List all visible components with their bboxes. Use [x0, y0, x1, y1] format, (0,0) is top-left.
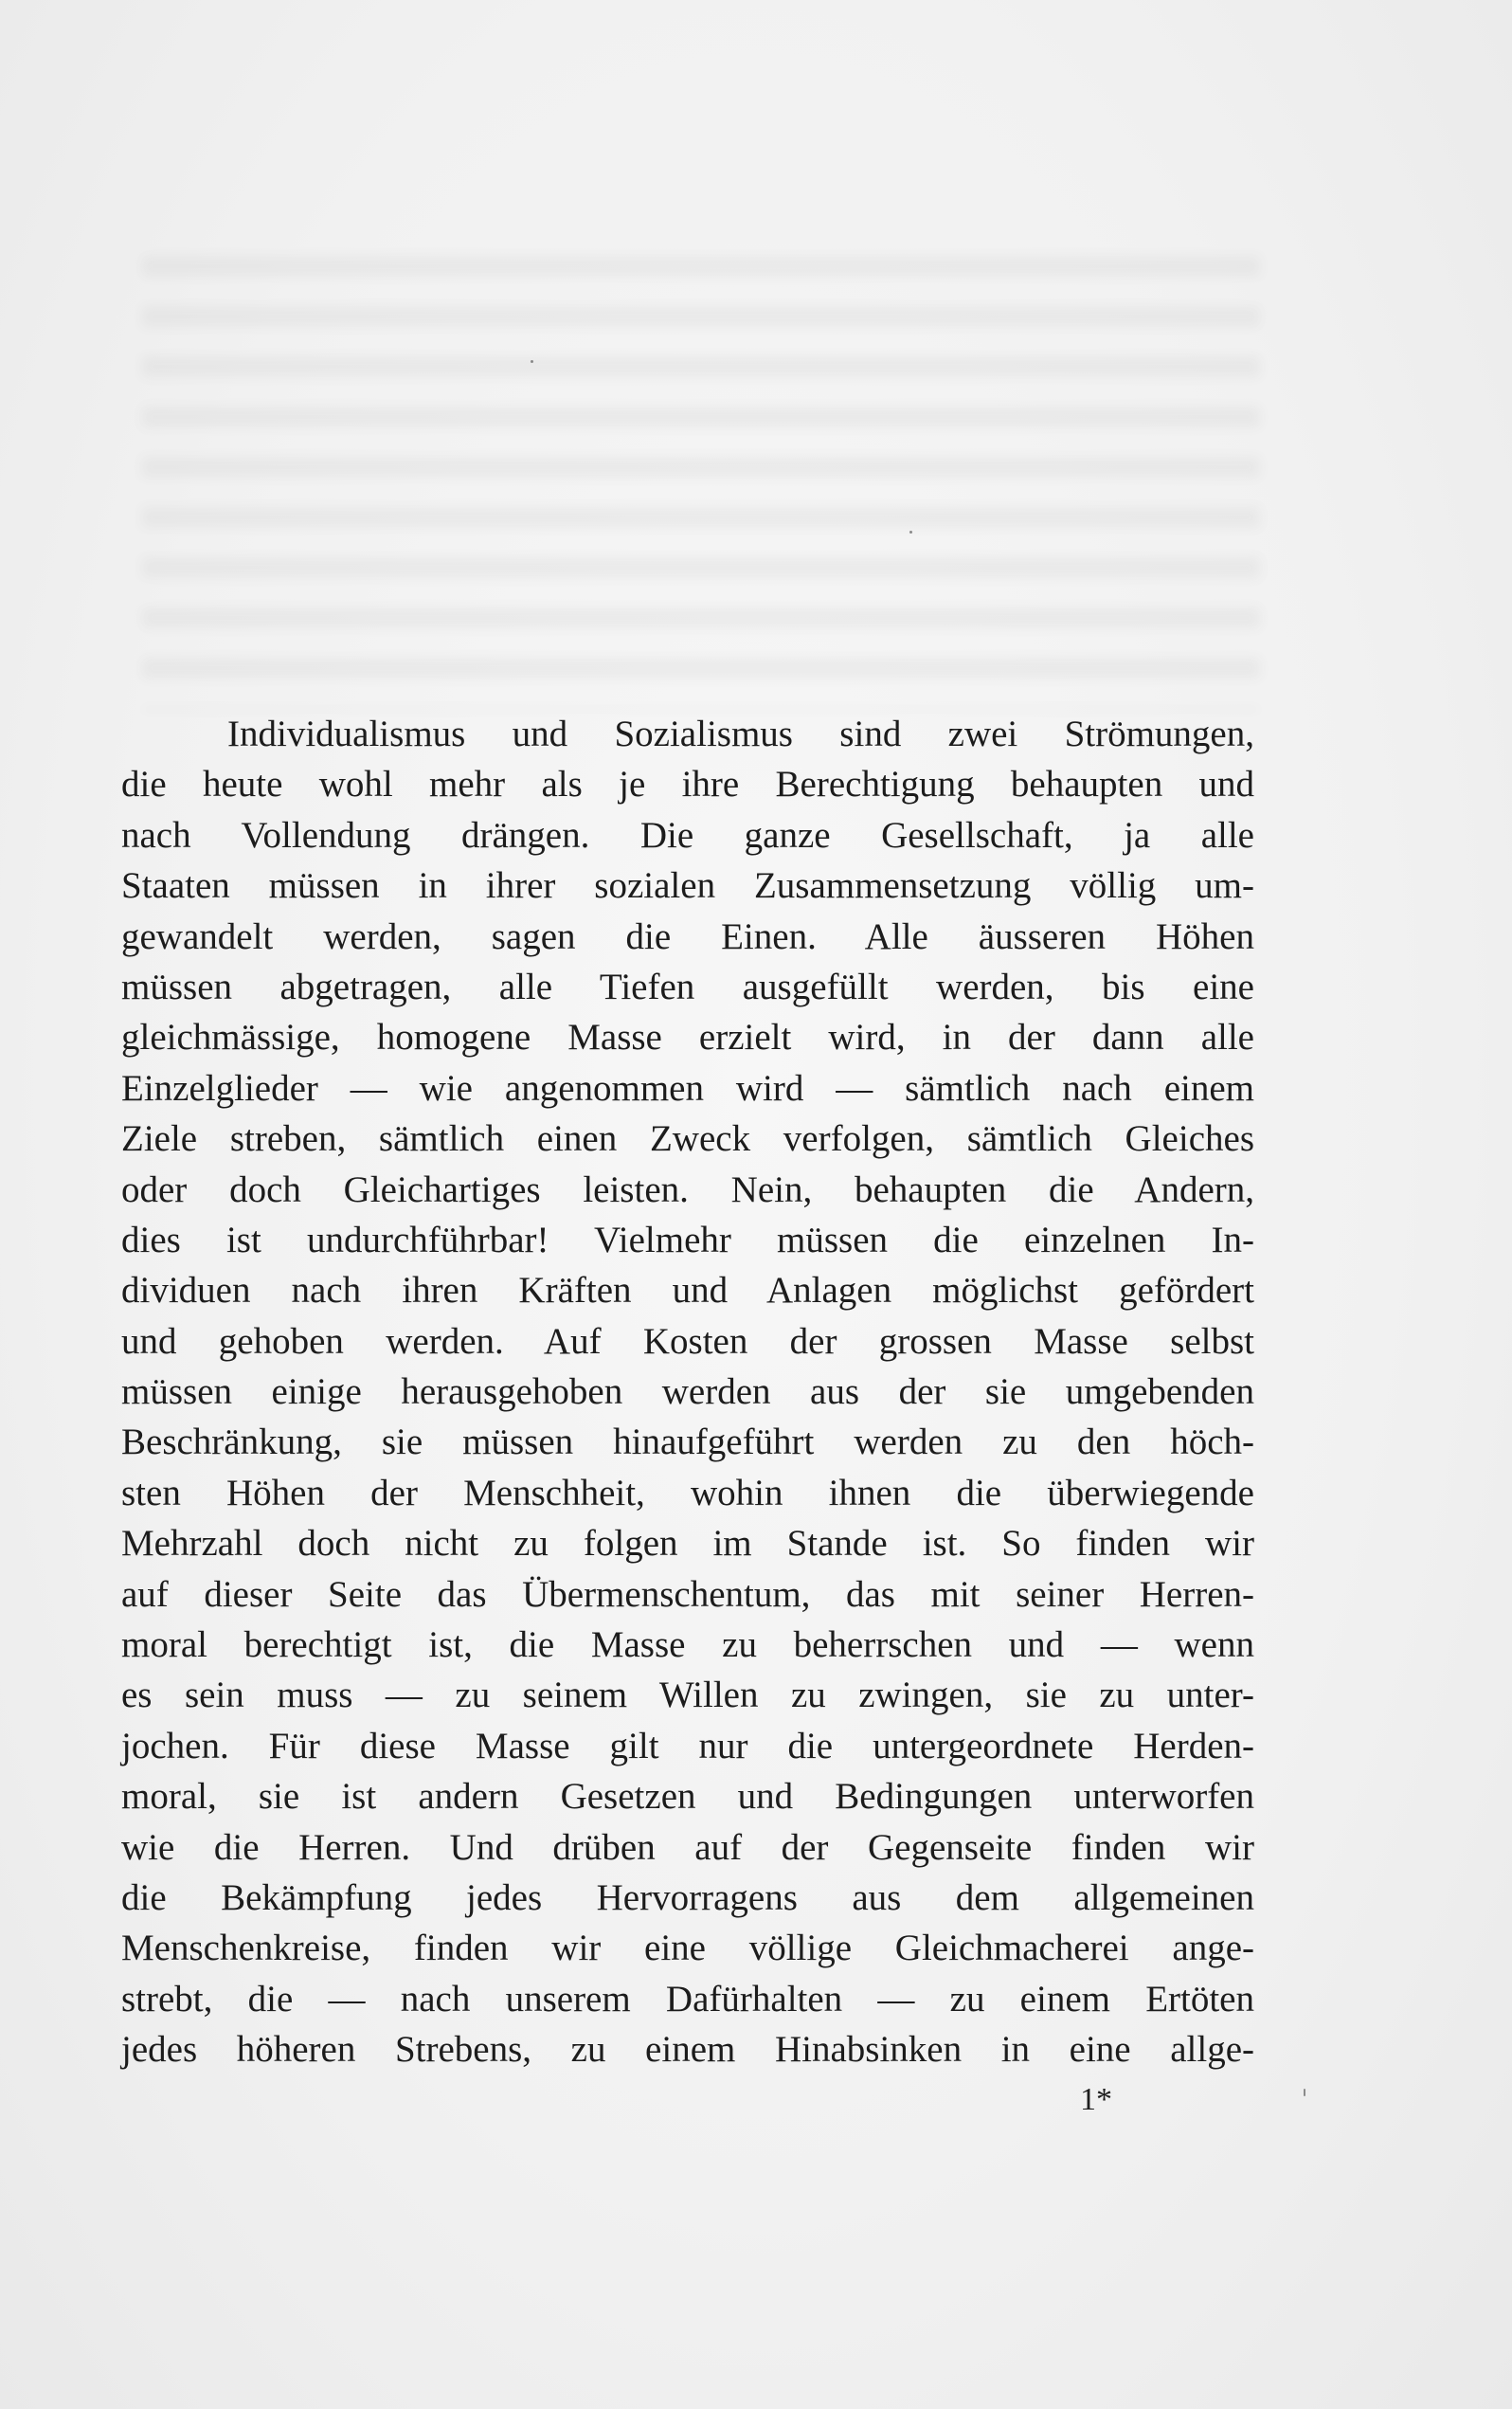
text-line: Individualismus und Sozialismus sind zwei Strömungen, [227, 714, 1254, 754]
text-line: Menschenkreise, finden wir eine völlige Gleichmacherei ange- [121, 1928, 1254, 1969]
text-line: Mehrzahl doch nicht zu folgen im Stande ist. So finden wir [121, 1523, 1254, 1565]
signature-mark: 1* [1080, 2082, 1112, 2117]
text-line: moral, sie ist andern Gesetzen und Bedingungen unterworfen [121, 1776, 1254, 1818]
text-line: dividuen nach ihren Kräften und Anlagen möglichst gefördert [121, 1270, 1254, 1312]
text-line: strebt, die — nach unserem Dafürhalten — zu einem Ertöten [121, 1978, 1254, 2020]
paper-speck [1304, 2089, 1305, 2096]
text-line: Beschränkung, sie müssen hinaufgeführt werden zu den höch- [121, 1422, 1254, 1463]
text-line: müssen abgetragen, alle Tiefen ausgefüllt werden, bis eine [121, 966, 1254, 1007]
text-line: es sein muss — zu seinem Willen zu zwingen, sie zu unter- [121, 1675, 1254, 1716]
text-line: Ziele streben, sämtlich einen Zweck verfolgen, sämtlich Gleiches [121, 1118, 1254, 1160]
text-line: sten Höhen der Menschheit, wohin ihnen die überwiegende [121, 1472, 1254, 1513]
text-line: die Bekämpfung jedes Hervorragens aus dem allgemeinen [121, 1876, 1254, 1918]
text-line: auf dieser Seite das Übermenschentum, das mit seiner Herren- [121, 1573, 1254, 1615]
text-line: dies ist undurchführbar! Vielmehr müssen die einzelnen In- [121, 1219, 1254, 1260]
text-line: oder doch Gleichartiges leisten. Nein, behaupten die Andern, [121, 1168, 1254, 1210]
text-line: gewandelt werden, sagen die Einen. Alle äusseren Höhen [121, 915, 1254, 957]
text-line: und gehoben werden. Auf Kosten der grossen Masse selbst [121, 1320, 1254, 1362]
text-line: nach Vollendung drängen. Die ganze Gesellschaft, ja alle [121, 814, 1254, 856]
text-line: Einzelglieder — wie angenommen wird — sämtlich nach einem [121, 1067, 1254, 1109]
body-text [121, 709, 1254, 2075]
text-line: jochen. Für diese Masse gilt nur die untergeordnete Herden- [121, 1725, 1254, 1766]
text-line: moral berechtigt ist, die Masse zu beherrschen und — wenn [121, 1624, 1254, 1666]
text-line: müssen einige herausgehoben werden aus der sie umgebenden [121, 1371, 1254, 1413]
bleed-through-shadow [142, 256, 1260, 711]
paper-speck [531, 360, 533, 363]
text-line: Staaten müssen in ihrer sozialen Zusammensetzung völlig um- [121, 865, 1254, 907]
text-line: die heute wohl mehr als je ihre Berechtigung behaupten und [121, 764, 1254, 806]
text-line: jedes höheren Strebens, zu einem Hinabsinken in eine allge- [121, 2029, 1254, 2071]
paper-speck [909, 531, 912, 534]
text-line: wie die Herren. Und drüben auf der Gegenseite finden wir [121, 1826, 1254, 1868]
text-line: gleichmässige, homogene Masse erzielt wird, in der dann alle [121, 1017, 1254, 1059]
